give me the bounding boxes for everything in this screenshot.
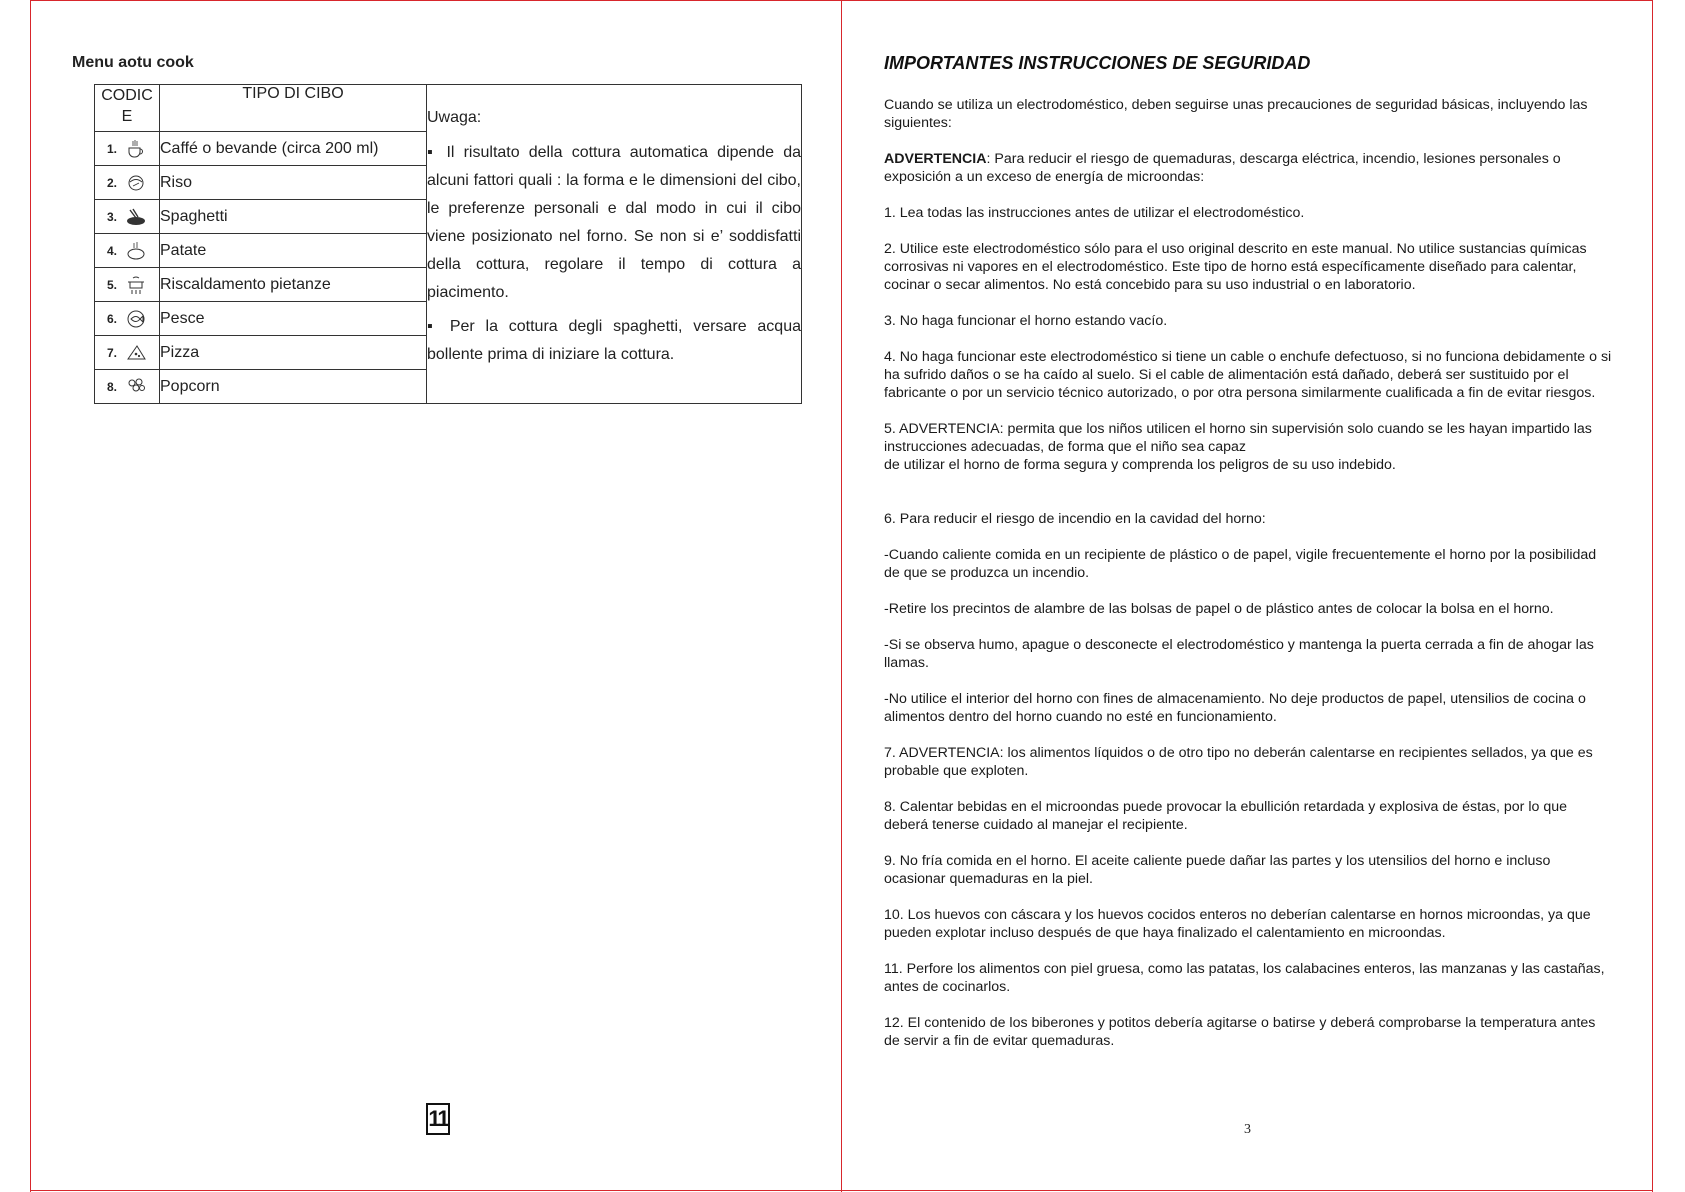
notes-cell <box>427 85 802 404</box>
page-number: 11 <box>426 1103 450 1135</box>
food-cell: Patate <box>160 234 427 268</box>
note-paragraph-2: ▪ Per la cottura degli spaghetti, versare acqua bollente prima di iniziare la cottura. <box>427 318 801 363</box>
code-number: 4. <box>107 243 118 258</box>
instruction-item: 9. No fría comida en el horno. El aceite caliente puede dañar las partes y los utensilios del horno e incluso ocasionar quemaduras en la piel. <box>884 853 1551 887</box>
warning-label: ADVERTENCIA <box>884 151 987 167</box>
instruction-item: 8. Calentar bebidas en el microondas puede provocar la ebullición retardada y explosiva de éstas, por lo que deberá tenerse cuidado al manejar el recipiente. <box>884 799 1567 833</box>
code-number: 3. <box>107 209 118 224</box>
food-cell: Pesce <box>160 302 427 336</box>
instruction-item: de utilizar el horno de forma segura y comprenda los peligros de su uso indebido. <box>884 457 1396 473</box>
instruction-item: 4. No haga funcionar este electrodoméstico si tiene un cable o enchufe defectuoso, si no funciona debidamente o si ha sufrido daños o se ha caído al suelo. Si el cable de alimentación está dañado, deberá ser sustituido por el fabricante o por un servicio técnico autorizado, o por otra persona similarmente cualificada a fin de evitar riesgos. <box>884 349 1612 401</box>
section-title: IMPORTANTES INSTRUCCIONES DE SEGURIDAD <box>884 53 1311 73</box>
instruction-item: 2. Utilice este electrodoméstico sólo para el uso original descrito en este manual. No utilice sustancias químicas corrosivas ni vapores en el electrodoméstico. Este tipo de horno está específicamente diseñado para calentar, cocinar o secar alimentos. No está concebido para su uso industrial o en laboratorio. <box>884 241 1587 293</box>
instruction-item: 11. Perfore los alimentos con piel gruesa, como las patatas, los calabacines enteros, las manzanas y las castañas, antes de cocinarlos. <box>884 961 1605 995</box>
note-paragraph-1: ▪ Il risultato della cottura automatica dipende da alcuni fattori quali : la forma e le dimensioni del cibo, le preferenze personali e dal modo in cui il cibo viene posizionato nel forno. Se non si e’ soddisfatti della cottura, regolare il tempo di cottura a piacimento. <box>427 144 801 301</box>
menu-title: Menu aotu cook <box>72 54 194 71</box>
code-number: 7. <box>107 345 118 360</box>
instruction-item: 1. Lea todas las instrucciones antes de utilizar el electrodoméstico. <box>884 205 1305 221</box>
header-food-type: TIPO DI CIBO <box>160 85 427 132</box>
popcorn-icon <box>125 376 147 398</box>
code-cell <box>95 370 160 404</box>
warning-text: : Para reducir el riesgo de quemaduras, descarga eléctrica, incendio, lesiones personales o exposición a un exceso de energía de microondas: <box>884 151 1561 185</box>
instruction-item: 5. ADVERTENCIA: permita que los niños utilicen el horno sin supervisión solo cuando se les hayan impartido las instrucciones adecuadas, de forma que el niño sea capaz <box>884 421 1592 455</box>
coffee-cup-icon <box>125 138 147 160</box>
instruction-item: 12. El contenido de los biberones y potitos debería agitarse o batirse y deberá comprobarse la temperatura antes de servir a fin de evitar quemaduras. <box>884 1015 1596 1049</box>
code-number: 1. <box>107 141 118 156</box>
instruction-subitem: -Retire los precintos de alambre de las bolsas de papel o de plástico antes de colocar la bolsa en el horno. <box>884 601 1554 617</box>
potato-icon <box>125 240 147 262</box>
note-heading: Uwaga: <box>427 109 482 126</box>
code-number: 8. <box>107 379 118 394</box>
code-cell <box>95 336 160 370</box>
food-cell: Riscaldamento pietanze <box>160 268 427 302</box>
reheat-pot-icon <box>125 274 147 296</box>
code-number: 6. <box>107 311 118 326</box>
spaghetti-plate-icon <box>125 206 147 228</box>
left-page <box>30 0 840 1192</box>
code-cell <box>95 132 160 166</box>
code-number: 2. <box>107 175 118 190</box>
instruction-subitem: -Si se observa humo, apague o desconecte el electrodoméstico y mantenga la puerta cerrada a fin de ahogar las llamas. <box>884 637 1594 671</box>
frame-right-line <box>1652 0 1653 1192</box>
food-cell: Caffé o bevande (circa 200 ml) <box>160 132 427 166</box>
instruction-item: 6. Para reducir el riesgo de incendio en la cavidad del horno: <box>884 511 1266 527</box>
table-header-row <box>95 85 802 132</box>
auto-cook-table <box>94 84 802 404</box>
code-cell <box>95 200 160 234</box>
rice-bowl-icon <box>125 172 147 194</box>
warning-paragraph <box>884 150 1614 186</box>
food-cell: Spaghetti <box>160 200 427 234</box>
food-cell: Popcorn <box>160 370 427 404</box>
fish-icon <box>125 308 147 330</box>
instruction-item: 10. Los huevos con cáscara y los huevos cocidos enteros no deberían calentarse en hornos microondas, ya que pueden explotar incluso después de que haya finalizado el calentamiento en microondas. <box>884 907 1591 941</box>
code-cell <box>95 166 160 200</box>
code-cell <box>95 234 160 268</box>
right-page <box>842 0 1652 1192</box>
instruction-item: 3. No haga funcionar el horno estando vacío. <box>884 313 1168 329</box>
pizza-slice-icon <box>125 342 147 364</box>
intro-paragraph: Cuando se utiliza un electrodoméstico, deben seguirse unas precauciones de seguridad básicas, incluyendo las siguientes: <box>884 97 1588 131</box>
header-code: CODIC E <box>95 85 160 132</box>
code-cell <box>95 268 160 302</box>
instruction-item: 7. ADVERTENCIA: los alimentos líquidos o de otro tipo no deberán calentarse en recipientes sellados, ya que es probable que exploten. <box>884 745 1593 779</box>
instruction-subitem: -Cuando caliente comida en un recipiente de plástico o de papel, vigile frecuentemente el horno por la posibilidad de que se produzca un incendio. <box>884 547 1597 581</box>
food-cell: Pizza <box>160 336 427 370</box>
food-cell: Riso <box>160 166 427 200</box>
safety-instructions <box>884 96 1614 1050</box>
code-number: 5. <box>107 277 118 292</box>
code-cell <box>95 302 160 336</box>
instruction-subitem: -No utilice el interior del horno con fines de almacenamiento. No deje productos de papel, utensilios de cocina o alimentos dentro del horno cuando no esté en funcionamiento. <box>884 691 1586 725</box>
page-number: 3 <box>1244 1122 1251 1137</box>
